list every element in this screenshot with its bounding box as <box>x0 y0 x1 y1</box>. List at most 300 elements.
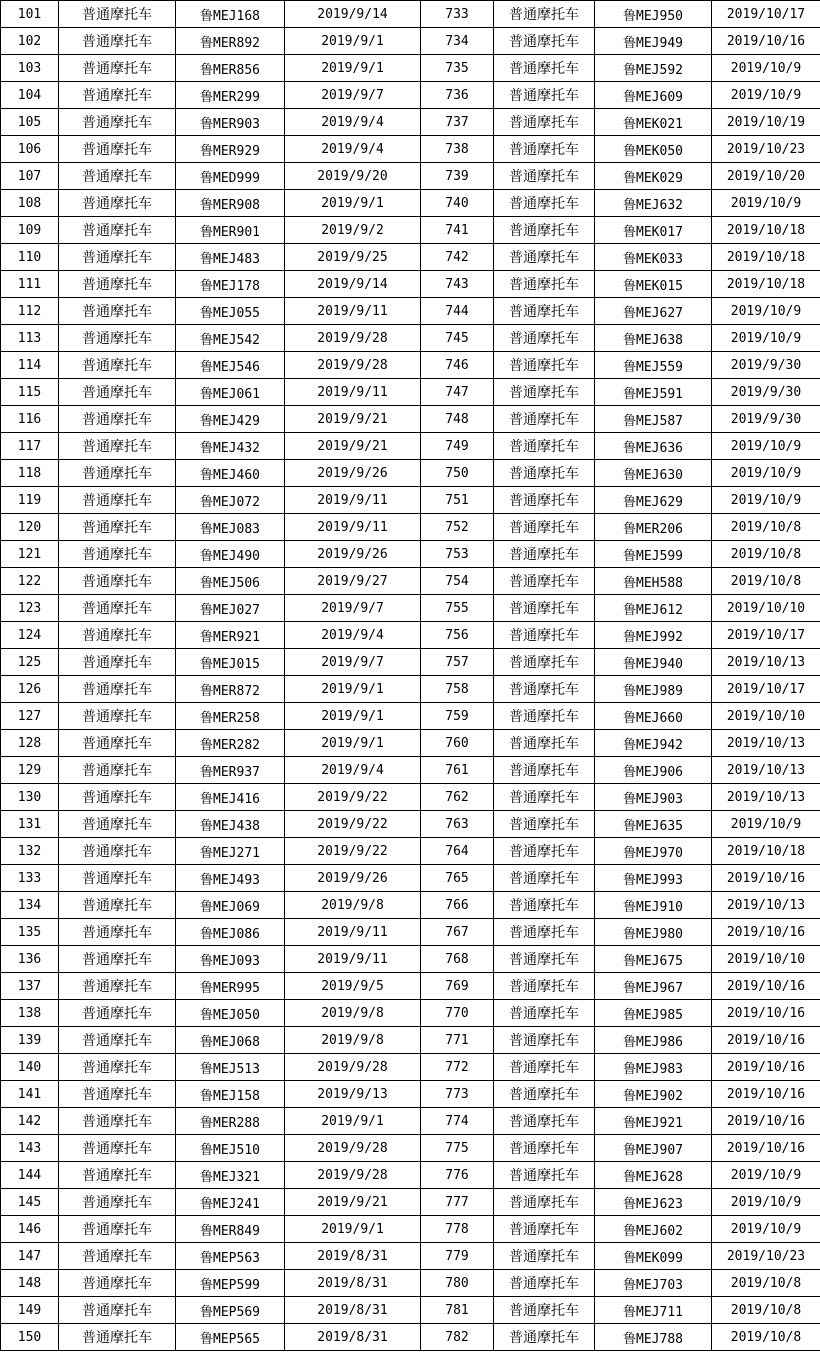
row-number-right: 748 <box>421 406 494 433</box>
date-right: 2019/10/10 <box>712 595 820 622</box>
date-right: 2019/10/16 <box>712 1081 820 1108</box>
row-number-right: 756 <box>421 622 494 649</box>
row-number-left: 143 <box>1 1135 59 1162</box>
row-number-left: 145 <box>1 1189 59 1216</box>
date-right: 2019/10/8 <box>712 1297 820 1324</box>
row-number-right: 758 <box>421 676 494 703</box>
date-left: 2019/9/14 <box>285 1 421 28</box>
date-left: 2019/9/1 <box>285 28 421 55</box>
vehicle-type-left: 普通摩托车 <box>59 433 176 460</box>
plate-number-left: 鲁MED999 <box>176 163 285 190</box>
vehicle-type-left: 普通摩托车 <box>59 541 176 568</box>
plate-number-left: 鲁MER908 <box>176 190 285 217</box>
row-number-right: 737 <box>421 109 494 136</box>
date-left: 2019/8/31 <box>285 1243 421 1270</box>
plate-number-right: 鲁MEJ788 <box>595 1324 712 1351</box>
plate-number-left: 鲁MER288 <box>176 1108 285 1135</box>
date-left: 2019/9/11 <box>285 298 421 325</box>
plate-number-right: 鲁MEJ703 <box>595 1270 712 1297</box>
plate-number-right: 鲁MEJ950 <box>595 1 712 28</box>
plate-number-right: 鲁MEK015 <box>595 271 712 298</box>
vehicle-type-left: 普通摩托车 <box>59 730 176 757</box>
plate-number-left: 鲁MEJ490 <box>176 541 285 568</box>
row-number-right: 739 <box>421 163 494 190</box>
date-left: 2019/9/26 <box>285 541 421 568</box>
vehicle-type-left: 普通摩托车 <box>59 946 176 973</box>
row-number-right: 746 <box>421 352 494 379</box>
table-row <box>1 568 820 595</box>
row-number-right: 755 <box>421 595 494 622</box>
plate-number-left: 鲁MEP599 <box>176 1270 285 1297</box>
table-row <box>1 1297 820 1324</box>
plate-number-right: 鲁MEJ587 <box>595 406 712 433</box>
plate-number-left: 鲁MEJ083 <box>176 514 285 541</box>
row-number-left: 102 <box>1 28 59 55</box>
vehicle-type-right: 普通摩托车 <box>494 1 595 28</box>
date-left: 2019/9/4 <box>285 757 421 784</box>
date-left: 2019/9/14 <box>285 271 421 298</box>
table-row <box>1 757 820 784</box>
plate-number-right: 鲁MEJ599 <box>595 541 712 568</box>
vehicle-type-left: 普通摩托车 <box>59 1135 176 1162</box>
date-right: 2019/10/19 <box>712 109 820 136</box>
date-left: 2019/9/1 <box>285 730 421 757</box>
date-right: 2019/10/13 <box>712 892 820 919</box>
table-row <box>1 514 820 541</box>
plate-number-left: 鲁MER921 <box>176 622 285 649</box>
row-number-right: 749 <box>421 433 494 460</box>
row-number-left: 141 <box>1 1081 59 1108</box>
plate-number-right: 鲁MEJ602 <box>595 1216 712 1243</box>
row-number-right: 778 <box>421 1216 494 1243</box>
date-left: 2019/9/1 <box>285 703 421 730</box>
vehicle-type-right: 普通摩托车 <box>494 676 595 703</box>
date-left: 2019/9/28 <box>285 1135 421 1162</box>
plate-number-right: 鲁MEJ986 <box>595 1027 712 1054</box>
plate-number-right: 鲁MEJ612 <box>595 595 712 622</box>
row-number-left: 115 <box>1 379 59 406</box>
date-right: 2019/10/9 <box>712 82 820 109</box>
date-right: 2019/10/18 <box>712 217 820 244</box>
vehicle-type-right: 普通摩托车 <box>494 298 595 325</box>
date-left: 2019/9/1 <box>285 190 421 217</box>
date-right: 2019/10/9 <box>712 433 820 460</box>
plate-number-right: 鲁MEJ629 <box>595 487 712 514</box>
row-number-right: 736 <box>421 82 494 109</box>
plate-number-left: 鲁MEJ429 <box>176 406 285 433</box>
vehicle-type-left: 普通摩托车 <box>59 1324 176 1351</box>
date-left: 2019/9/1 <box>285 1216 421 1243</box>
row-number-right: 744 <box>421 298 494 325</box>
plate-number-left: 鲁MEJ050 <box>176 1000 285 1027</box>
row-number-left: 105 <box>1 109 59 136</box>
vehicle-type-left: 普通摩托车 <box>59 352 176 379</box>
vehicle-type-right: 普通摩托车 <box>494 271 595 298</box>
plate-number-left: 鲁MEJ432 <box>176 433 285 460</box>
plate-number-right: 鲁MEJ906 <box>595 757 712 784</box>
table-row <box>1 865 820 892</box>
vehicle-type-right: 普通摩托车 <box>494 1027 595 1054</box>
row-number-right: 740 <box>421 190 494 217</box>
date-left: 2019/9/5 <box>285 973 421 1000</box>
vehicle-type-right: 普通摩托车 <box>494 1054 595 1081</box>
vehicle-type-left: 普通摩托车 <box>59 379 176 406</box>
vehicle-type-left: 普通摩托车 <box>59 784 176 811</box>
date-left: 2019/9/4 <box>285 136 421 163</box>
table-row <box>1 1 820 28</box>
date-right: 2019/10/9 <box>712 55 820 82</box>
table-row <box>1 622 820 649</box>
vehicle-type-right: 普通摩托车 <box>494 1243 595 1270</box>
table-row <box>1 55 820 82</box>
vehicle-type-right: 普通摩托车 <box>494 757 595 784</box>
row-number-right: 761 <box>421 757 494 784</box>
plate-number-left: 鲁MER872 <box>176 676 285 703</box>
plate-number-left: 鲁MEJ168 <box>176 1 285 28</box>
plate-number-left: 鲁MEJ542 <box>176 325 285 352</box>
plate-number-right: 鲁MEJ711 <box>595 1297 712 1324</box>
date-right: 2019/9/30 <box>712 406 820 433</box>
vehicle-type-right: 普通摩托车 <box>494 1162 595 1189</box>
plate-number-right: 鲁MEJ940 <box>595 649 712 676</box>
plate-number-left: 鲁MEJ072 <box>176 487 285 514</box>
date-left: 2019/9/13 <box>285 1081 421 1108</box>
row-number-right: 771 <box>421 1027 494 1054</box>
plate-number-right: 鲁MEJ628 <box>595 1162 712 1189</box>
vehicle-type-right: 普通摩托车 <box>494 379 595 406</box>
date-left: 2019/9/28 <box>285 1162 421 1189</box>
table-row <box>1 811 820 838</box>
date-right: 2019/10/13 <box>712 649 820 676</box>
table-row <box>1 28 820 55</box>
row-number-right: 750 <box>421 460 494 487</box>
date-right: 2019/10/13 <box>712 730 820 757</box>
date-left: 2019/9/11 <box>285 379 421 406</box>
date-left: 2019/9/2 <box>285 217 421 244</box>
date-right: 2019/10/16 <box>712 1054 820 1081</box>
row-number-left: 121 <box>1 541 59 568</box>
plate-number-left: 鲁MEJ086 <box>176 919 285 946</box>
row-number-left: 107 <box>1 163 59 190</box>
row-number-left: 148 <box>1 1270 59 1297</box>
vehicle-type-left: 普通摩托车 <box>59 973 176 1000</box>
date-left: 2019/9/21 <box>285 1189 421 1216</box>
date-left: 2019/9/28 <box>285 325 421 352</box>
vehicle-type-left: 普通摩托车 <box>59 298 176 325</box>
date-right: 2019/9/30 <box>712 352 820 379</box>
date-left: 2019/9/21 <box>285 433 421 460</box>
table-row <box>1 1243 820 1270</box>
vehicle-type-left: 普通摩托车 <box>59 514 176 541</box>
row-number-left: 132 <box>1 838 59 865</box>
vehicle-type-left: 普通摩托车 <box>59 217 176 244</box>
table-row <box>1 541 820 568</box>
plate-number-left: 鲁MEJ271 <box>176 838 285 865</box>
row-number-left: 120 <box>1 514 59 541</box>
plate-number-left: 鲁MEJ416 <box>176 784 285 811</box>
vehicle-type-left: 普通摩托车 <box>59 1000 176 1027</box>
table-row <box>1 1108 820 1135</box>
vehicle-type-left: 普通摩托车 <box>59 1081 176 1108</box>
date-right: 2019/10/16 <box>712 1135 820 1162</box>
table-row <box>1 1027 820 1054</box>
vehicle-type-left: 普通摩托车 <box>59 1297 176 1324</box>
row-number-left: 133 <box>1 865 59 892</box>
date-right: 2019/10/9 <box>712 325 820 352</box>
row-number-right: 775 <box>421 1135 494 1162</box>
row-number-right: 741 <box>421 217 494 244</box>
plate-number-right: 鲁MEJ949 <box>595 28 712 55</box>
row-number-left: 138 <box>1 1000 59 1027</box>
plate-number-left: 鲁MEJ015 <box>176 649 285 676</box>
plate-number-left: 鲁MEP563 <box>176 1243 285 1270</box>
row-number-left: 109 <box>1 217 59 244</box>
vehicle-type-right: 普通摩托车 <box>494 541 595 568</box>
vehicle-type-left: 普通摩托车 <box>59 811 176 838</box>
row-number-right: 754 <box>421 568 494 595</box>
vehicle-type-left: 普通摩托车 <box>59 487 176 514</box>
plate-number-left: 鲁MEJ510 <box>176 1135 285 1162</box>
row-number-right: 733 <box>421 1 494 28</box>
row-number-right: 752 <box>421 514 494 541</box>
date-left: 2019/9/22 <box>285 811 421 838</box>
vehicle-type-left: 普通摩托车 <box>59 1162 176 1189</box>
vehicle-type-right: 普通摩托车 <box>494 406 595 433</box>
plate-number-left: 鲁MEJ061 <box>176 379 285 406</box>
plate-number-right: 鲁MEJ591 <box>595 379 712 406</box>
plate-number-right: 鲁MEJ993 <box>595 865 712 892</box>
plate-number-right: 鲁MEJ985 <box>595 1000 712 1027</box>
table-row <box>1 1135 820 1162</box>
row-number-left: 119 <box>1 487 59 514</box>
table-row <box>1 703 820 730</box>
date-right: 2019/10/9 <box>712 1189 820 1216</box>
plate-number-left: 鲁MER299 <box>176 82 285 109</box>
plate-number-left: 鲁MER929 <box>176 136 285 163</box>
table-row <box>1 487 820 514</box>
vehicle-type-right: 普通摩托车 <box>494 1297 595 1324</box>
date-left: 2019/9/21 <box>285 406 421 433</box>
row-number-left: 137 <box>1 973 59 1000</box>
row-number-right: 777 <box>421 1189 494 1216</box>
vehicle-type-left: 普通摩托车 <box>59 757 176 784</box>
date-left: 2019/8/31 <box>285 1270 421 1297</box>
plate-number-right: 鲁MEJ627 <box>595 298 712 325</box>
row-number-left: 139 <box>1 1027 59 1054</box>
row-number-right: 743 <box>421 271 494 298</box>
vehicle-type-right: 普通摩托车 <box>494 325 595 352</box>
row-number-left: 144 <box>1 1162 59 1189</box>
table-row <box>1 379 820 406</box>
date-right: 2019/10/16 <box>712 919 820 946</box>
date-left: 2019/9/25 <box>285 244 421 271</box>
plate-number-right: 鲁MEJ907 <box>595 1135 712 1162</box>
vehicle-type-right: 普通摩托车 <box>494 1189 595 1216</box>
plate-number-left: 鲁MER282 <box>176 730 285 757</box>
row-number-right: 782 <box>421 1324 494 1351</box>
table-row <box>1 1054 820 1081</box>
plate-number-left: 鲁MEJ055 <box>176 298 285 325</box>
table-row <box>1 730 820 757</box>
row-number-right: 760 <box>421 730 494 757</box>
plate-number-left: 鲁MEJ460 <box>176 460 285 487</box>
vehicle-type-right: 普通摩托车 <box>494 1216 595 1243</box>
vehicle-type-right: 普通摩托车 <box>494 811 595 838</box>
row-number-right: 768 <box>421 946 494 973</box>
table-row <box>1 163 820 190</box>
row-number-left: 127 <box>1 703 59 730</box>
vehicle-type-right: 普通摩托车 <box>494 163 595 190</box>
date-right: 2019/10/9 <box>712 1216 820 1243</box>
row-number-right: 764 <box>421 838 494 865</box>
row-number-right: 769 <box>421 973 494 1000</box>
date-right: 2019/10/16 <box>712 1027 820 1054</box>
date-left: 2019/9/11 <box>285 946 421 973</box>
vehicle-type-right: 普通摩托车 <box>494 1270 595 1297</box>
vehicle-type-right: 普通摩托车 <box>494 1000 595 1027</box>
row-number-left: 108 <box>1 190 59 217</box>
table-row <box>1 190 820 217</box>
vehicle-type-left: 普通摩托车 <box>59 55 176 82</box>
date-right: 2019/10/23 <box>712 1243 820 1270</box>
date-left: 2019/9/1 <box>285 1108 421 1135</box>
vehicle-type-right: 普通摩托车 <box>494 460 595 487</box>
plate-number-right: 鲁MEJ638 <box>595 325 712 352</box>
table-row <box>1 1081 820 1108</box>
vehicle-type-left: 普通摩托车 <box>59 1 176 28</box>
date-left: 2019/9/28 <box>285 1054 421 1081</box>
row-number-right: 770 <box>421 1000 494 1027</box>
vehicle-type-right: 普通摩托车 <box>494 730 595 757</box>
vehicle-type-left: 普通摩托车 <box>59 865 176 892</box>
vehicle-type-left: 普通摩托车 <box>59 82 176 109</box>
row-number-right: 780 <box>421 1270 494 1297</box>
plate-number-left: 鲁MEJ321 <box>176 1162 285 1189</box>
vehicle-type-left: 普通摩托车 <box>59 919 176 946</box>
date-right: 2019/10/9 <box>712 190 820 217</box>
plate-number-left: 鲁MEJ158 <box>176 1081 285 1108</box>
row-number-left: 149 <box>1 1297 59 1324</box>
row-number-left: 111 <box>1 271 59 298</box>
row-number-right: 781 <box>421 1297 494 1324</box>
row-number-right: 765 <box>421 865 494 892</box>
vehicle-type-right: 普通摩托车 <box>494 82 595 109</box>
row-number-left: 136 <box>1 946 59 973</box>
row-number-left: 129 <box>1 757 59 784</box>
plate-number-right: 鲁MEJ623 <box>595 1189 712 1216</box>
row-number-left: 142 <box>1 1108 59 1135</box>
plate-number-right: 鲁MEJ921 <box>595 1108 712 1135</box>
row-number-left: 125 <box>1 649 59 676</box>
vehicle-type-right: 普通摩托车 <box>494 1135 595 1162</box>
vehicle-type-left: 普通摩托车 <box>59 595 176 622</box>
vehicle-type-left: 普通摩托车 <box>59 190 176 217</box>
plate-number-left: 鲁MER901 <box>176 217 285 244</box>
row-number-right: 763 <box>421 811 494 838</box>
vehicle-type-left: 普通摩托车 <box>59 568 176 595</box>
vehicle-type-right: 普通摩托车 <box>494 703 595 730</box>
vehicle-type-right: 普通摩托车 <box>494 28 595 55</box>
row-number-right: 734 <box>421 28 494 55</box>
plate-number-right: 鲁MEK099 <box>595 1243 712 1270</box>
vehicle-type-right: 普通摩托车 <box>494 217 595 244</box>
plate-number-left: 鲁MEJ027 <box>176 595 285 622</box>
plate-number-right: 鲁MEJ970 <box>595 838 712 865</box>
date-left: 2019/9/7 <box>285 595 421 622</box>
vehicle-type-left: 普通摩托车 <box>59 649 176 676</box>
date-right: 2019/10/16 <box>712 28 820 55</box>
vehicle-type-right: 普通摩托车 <box>494 433 595 460</box>
plate-number-right: 鲁MEJ636 <box>595 433 712 460</box>
row-number-right: 773 <box>421 1081 494 1108</box>
vehicle-type-left: 普通摩托车 <box>59 244 176 271</box>
vehicle-type-right: 普通摩托车 <box>494 244 595 271</box>
date-right: 2019/10/9 <box>712 1162 820 1189</box>
plate-number-right: 鲁MEJ980 <box>595 919 712 946</box>
date-right: 2019/10/10 <box>712 703 820 730</box>
row-number-left: 114 <box>1 352 59 379</box>
table-row <box>1 1324 820 1351</box>
date-right: 2019/10/13 <box>712 757 820 784</box>
row-number-left: 112 <box>1 298 59 325</box>
plate-number-left: 鲁MEJ506 <box>176 568 285 595</box>
table-row <box>1 1000 820 1027</box>
row-number-right: 759 <box>421 703 494 730</box>
date-right: 2019/10/13 <box>712 784 820 811</box>
vehicle-type-right: 普通摩托车 <box>494 919 595 946</box>
plate-number-left: 鲁MEJ546 <box>176 352 285 379</box>
date-right: 2019/10/9 <box>712 298 820 325</box>
row-number-right: 742 <box>421 244 494 271</box>
vehicle-type-left: 普通摩托车 <box>59 271 176 298</box>
date-left: 2019/9/28 <box>285 352 421 379</box>
row-number-right: 757 <box>421 649 494 676</box>
row-number-left: 150 <box>1 1324 59 1351</box>
plate-number-left: 鲁MER258 <box>176 703 285 730</box>
row-number-right: 779 <box>421 1243 494 1270</box>
date-left: 2019/9/8 <box>285 1027 421 1054</box>
table-row <box>1 892 820 919</box>
vehicle-type-left: 普通摩托车 <box>59 622 176 649</box>
row-number-right: 776 <box>421 1162 494 1189</box>
date-right: 2019/10/18 <box>712 271 820 298</box>
vehicle-type-right: 普通摩托车 <box>494 55 595 82</box>
row-number-left: 106 <box>1 136 59 163</box>
date-right: 2019/10/16 <box>712 1000 820 1027</box>
table-row <box>1 784 820 811</box>
vehicle-type-right: 普通摩托车 <box>494 1324 595 1351</box>
row-number-left: 123 <box>1 595 59 622</box>
plate-number-right: 鲁MEJ559 <box>595 352 712 379</box>
row-number-right: 753 <box>421 541 494 568</box>
date-right: 2019/10/16 <box>712 1108 820 1135</box>
date-left: 2019/9/1 <box>285 55 421 82</box>
vehicle-type-left: 普通摩托车 <box>59 1216 176 1243</box>
table-row <box>1 1270 820 1297</box>
plate-number-right: 鲁MEJ967 <box>595 973 712 1000</box>
vehicle-type-right: 普通摩托车 <box>494 514 595 541</box>
vehicle-type-right: 普通摩托车 <box>494 622 595 649</box>
plate-number-left: 鲁MEP565 <box>176 1324 285 1351</box>
row-number-right: 772 <box>421 1054 494 1081</box>
vehicle-type-left: 普通摩托车 <box>59 1270 176 1297</box>
vehicle-type-right: 普通摩托车 <box>494 892 595 919</box>
date-right: 2019/10/9 <box>712 460 820 487</box>
row-number-left: 113 <box>1 325 59 352</box>
table-row <box>1 271 820 298</box>
vehicle-type-left: 普通摩托车 <box>59 109 176 136</box>
row-number-left: 116 <box>1 406 59 433</box>
